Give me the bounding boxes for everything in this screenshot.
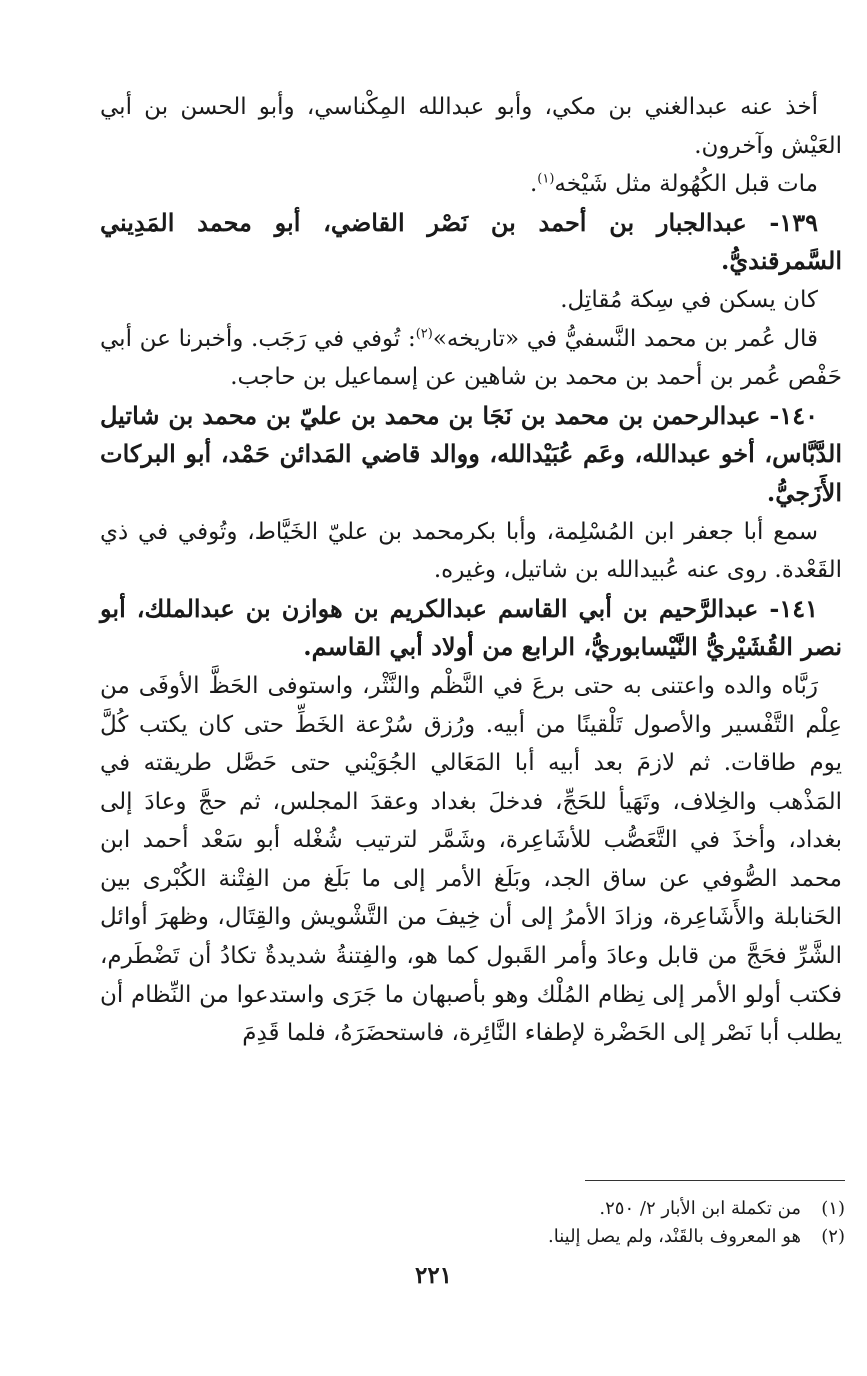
footnote-number: (٢): [821, 1226, 845, 1247]
main-text: [100, 88, 842, 1053]
entry-heading-140: [100, 397, 842, 513]
paragraph-text: مات قبل الكُهُولة مثل شَيْخه: [554, 171, 818, 198]
paragraph: [100, 667, 842, 1053]
paragraph-text: سمع أبا جعفر ابن المُسْلِمة، وأبا بكرمحمد بن عليّ الخَيَّاط، وتُوفي في ذي القَعْدة. روى عنه عُبيدالله بن شاتيل، وغيره.: [100, 518, 842, 584]
paragraph: [100, 320, 842, 397]
footnote-1: [100, 1195, 845, 1223]
paragraph-tail: .: [529, 171, 538, 198]
heading-text: ١٤١- عبدالرَّحيم بن أبي القاسم عبدالكريم بن هوازن بن عبدالملك، أبو نصر القُشَيْريُّ النَّيْسابوريُّ، الرابع من أولاد أبي القاسم.: [100, 593, 842, 662]
heading-text: ١٣٩- عبدالجبار بن أحمد بن نَصْر القاضي، أبو محمد المَدِيني السَّمرقنديُّ.: [100, 207, 842, 276]
footnote-ref-2: (٢): [415, 325, 433, 341]
footnote-divider: [585, 1180, 845, 1181]
heading-text: ١٤٠- عبدالرحمن بن محمد بن نَجَا بن محمد بن عليّ بن محمد بن شاتيل الدَّبَّاس، أخو عبدالله، وعَم عُبَيْدالله، ووالد قاضي المَدائن حَمْد، أبو البركات الأَزَجيُّ.: [100, 400, 842, 507]
page-number: ٢٢١: [414, 1262, 453, 1289]
paragraph-text: رَبَّاه والده واعتنى به حتى برعَ في النَّظْم والنَّثْر، واستوفى الحَظَّ الأوفَى من عِلْم التَّفْسير والأصول تَلْقينًا من أبيه. ورُزق سُرْعة الخَطِّ حتى كان يكتب كُلَّ يوم طاقات. ثم لازمَ بعد أبيه أبا المَعَالي الجُوَيْني حتى حَصَّل طريقته في المَذْهب والخِلاف، وتَهَيأ للحَجِّ، فدخلَ بغداد وعقدَ المجلس، ثم حجَّ وعادَ إلى بغداد، وأخذَ في التَّعَصُّب للأشَاعِرة، وشَمَّر لترتيب شُغْله أبو سَعْد أحمد ابن محمد الصُّوفي عن ساق الجد، وبَلَغ الأمر إلى ما بَلَغ من الفِتْنة الكُبْرى بين الحَنابلة والأَشَاعِرة، وزادَ الأمرُ إلى أن خِيفَ من التَّشْويش والقِتَال، وظهرَ أوائل الشَّرِّ فحَجَّ من قابل وعادَ وأمر القَبول كما هو، والفِتنةُ شديدةٌ تكادُ أن تَضْطَرم، فكتب أولو الأمر إلى نِظام المُلْك وهو بأصبهان ما جَرَى واستدعوا من النِّظام أن يطلب أبا نَصْر إلى الحَضْرة لإطفاء النَّائِرة، فاستحضَرَهُ، فلما قَدِمَ: [100, 672, 842, 1047]
paragraph: [100, 88, 842, 165]
footnote-2: [100, 1223, 845, 1251]
paragraph: [100, 513, 842, 590]
paragraph-text: كان يسكن في سِكة مُقاتِل.: [560, 286, 818, 313]
paragraph-tail: : تُوفي في رَجَب. وأخبرنا عن أبي حَفْص عُمر بن أحمد بن محمد بن شاهين عن إسماعيل بن حاجب.: [100, 325, 842, 391]
footnote-text: هو المعروف بالقَنْد، ولم يصل إلينا.: [548, 1226, 801, 1247]
footnote-text: من تكملة ابن الأبار ٢/ ٢٥٠.: [599, 1198, 801, 1219]
paragraph-text: أخذ عنه عبدالغني بن مكي، وأبو عبدالله المِكْناسي، وأبو الحسن بن أبي العَيْش وآخرون.: [100, 94, 842, 159]
paragraph: [100, 165, 842, 204]
footnote-number: (١): [821, 1198, 845, 1219]
footnote-ref-1: (١): [537, 171, 555, 187]
entry-heading-139: [100, 204, 842, 281]
paragraph-text: قال عُمر بن محمد النَّسفيُّ في «تاريخه»: [432, 325, 818, 352]
footnotes: [100, 1195, 845, 1251]
paragraph: [100, 281, 842, 320]
entry-heading-141: [100, 590, 842, 667]
